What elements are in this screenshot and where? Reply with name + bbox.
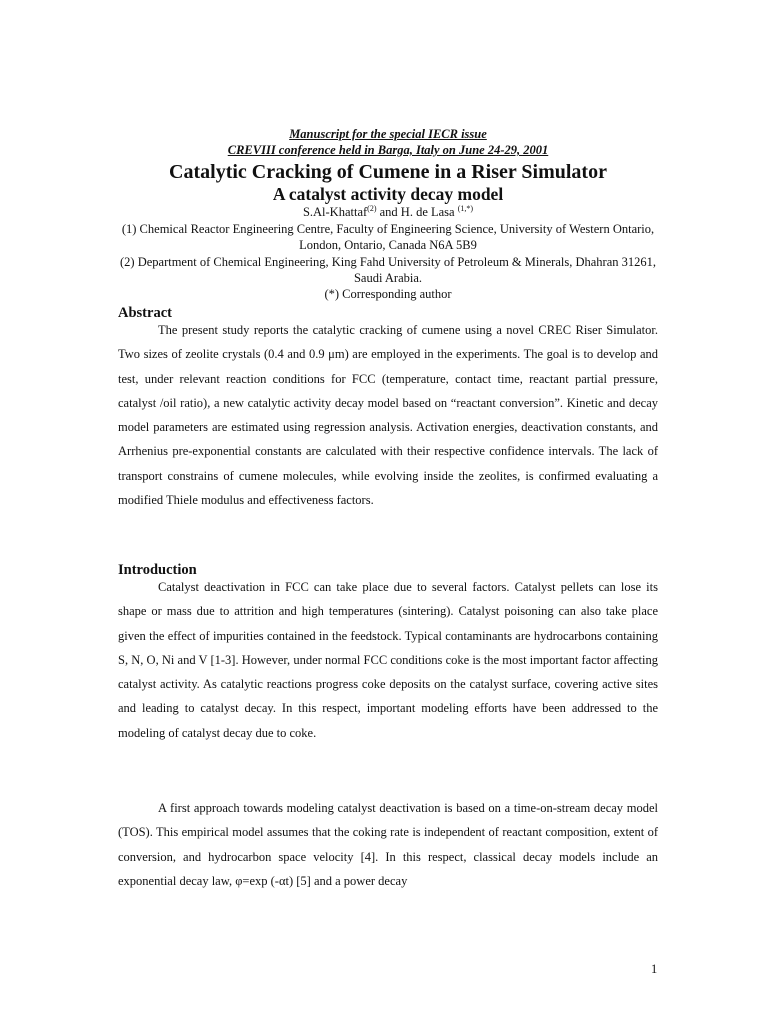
author-2: and H. de Lasa (376, 205, 455, 219)
introduction-paragraph-2: A first approach towards modeling catalyst deactivation is based on a time-on-stream decay model (TOS). This empirical model assumes that the coking rate is independent of reactant composition, extent of conversion, and hydrocarbon space velocity [4]. In this respect, classical decay models include an exponential decay law, φ=exp (-αt) [5] and a power decay (118, 801, 658, 888)
conference-note: CREVIII conference held in Barga, Italy on June 24-29, 2001 (227, 143, 549, 157)
author-line (0, 204, 768, 220)
introduction-heading: Introduction (118, 562, 197, 578)
page-number: 1 (651, 962, 658, 976)
author-1: S.Al-Khattaf (302, 205, 368, 219)
author-2-affiliation-mark: (1,*) (457, 203, 474, 213)
affiliation-2: (2) Department of Chemical Engineering, King Fahd University of Petroleum & Minerals, Dhahran 31261, Saudi Arabia. (120, 255, 656, 285)
introduction-paragraph-1: Catalyst deactivation in FCC can take place due to several factors. Catalyst pellets can lose its shape or mass due to attrition and high temperatures (sintering). Catalyst poisoning can also take place given the effect of impurities contained in the feedstock. Typical contaminants are hydrocarbons containing S, N, O, Ni and V [1-3]. However, under normal FCC conditions coke is the most important factor affecting catalyst activity. As catalytic reactions progress coke deposits on the catalyst surface, covering active sites and leading to catalyst decay. In this respect, important modeling efforts have been addressed to the modeling of catalyst decay due to coke. (118, 580, 658, 740)
corresponding-author-note: (*) Corresponding author (324, 287, 452, 301)
author-1-affiliation-mark: (2) (367, 203, 377, 213)
paper-subtitle: A catalyst activity decay model (272, 184, 504, 204)
affiliation-1: (1) Chemical Reactor Engineering Centre, Faculty of Engineering Science, University of Western Ontario, London, Ontario, Canada N6A 5B9 (121, 222, 655, 252)
manuscript-note: Manuscript for the special IECR issue (289, 127, 487, 141)
abstract-text: The present study reports the catalytic cracking of cumene using a novel CREC Riser Simulator. Two sizes of zeolite crystals (0.4 and 0.9 μm) are employed in the experiments. The goal is to develop and test, under relevant reaction conditions for FCC (temperature, contact time, reactant partial pressure, catalyst /oil ratio), a new catalytic activity decay model based on “reactant conversion”. Kinetic and decay model parameters are estimated using regression analysis. Activation energies, deactivation constants, and Arrhenius pre-exponential constants are calculated with their respective confidence intervals. The lack of transport constrains of cumene molecules, while evolving inside the zeolites, is confirmed evaluating a modified Thiele modulus and effectiveness factors. (118, 323, 658, 508)
paper-title: Catalytic Cracking of Cumene in a Riser Simulator (169, 161, 607, 183)
abstract-heading: Abstract (118, 305, 172, 321)
